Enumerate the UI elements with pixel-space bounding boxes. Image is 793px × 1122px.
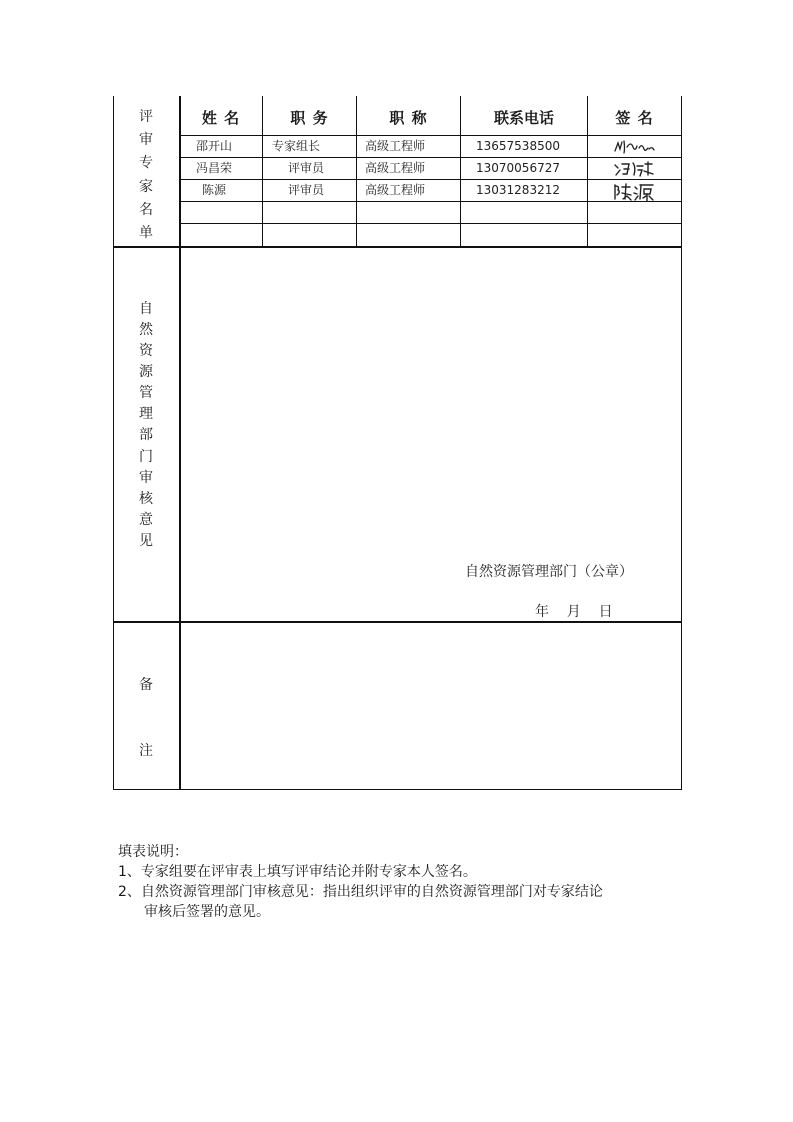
- experts-label-char: 专: [139, 155, 153, 172]
- date-label: 年 月 日: [535, 604, 613, 620]
- review-label-char: 源: [139, 364, 153, 381]
- signature-row3: [612, 181, 656, 203]
- row-divider-2: [179, 179, 682, 180]
- review-section-label: [113, 302, 179, 548]
- row2-title: 高级工程师: [365, 161, 426, 175]
- row-divider-1: [179, 157, 682, 158]
- row2-name: 冯昌荣: [196, 161, 233, 175]
- signature-row1: [612, 137, 656, 157]
- review-label-char: 部: [139, 427, 153, 444]
- instruction-item-2: 2、自然资源管理部门审核意见：指出组织评审的自然资源管理部门对专家结论: [118, 884, 603, 900]
- experts-label-char: 审: [139, 132, 153, 149]
- experts-section-label: [113, 110, 179, 240]
- review-label-char: 意: [139, 511, 153, 528]
- review-label-char: 理: [139, 406, 153, 423]
- experts-section-bottom-line: [113, 246, 682, 248]
- review-label-char: 审: [139, 469, 153, 486]
- instructions-heading: 填表说明：: [118, 844, 188, 860]
- review-label-char: 管: [139, 385, 153, 402]
- header-title: 职 称: [389, 108, 428, 127]
- row1-name: 邵开山: [196, 139, 233, 153]
- review-label-char: 然: [139, 322, 153, 339]
- remarks-section-label: [113, 678, 179, 758]
- review-label-char: 门: [139, 448, 153, 465]
- experts-label-char: 单: [139, 224, 153, 241]
- header-position: 职 务: [290, 108, 329, 127]
- row1-phone: 13657538500: [476, 139, 560, 153]
- row-divider-header: [179, 135, 682, 136]
- row1-title: 高级工程师: [365, 139, 426, 153]
- row3-phone: 13031283212: [476, 183, 560, 197]
- header-name: 姓 名: [201, 108, 241, 127]
- signature-row2: [612, 159, 656, 179]
- experts-label-char: 名: [139, 201, 153, 218]
- review-label-char: 资: [139, 343, 153, 360]
- stamp-label: 自然资源管理部门（公章）: [465, 564, 633, 580]
- remarks-label-bottom: 注: [139, 743, 153, 759]
- experts-label-char: 家: [139, 178, 153, 195]
- instruction-item-2-continued: 审核后签署的意见。: [144, 904, 270, 920]
- row2-position: 评审员: [288, 161, 325, 175]
- row-divider-3: [179, 201, 682, 202]
- form-instructions: [118, 842, 698, 922]
- row-divider-4: [179, 223, 682, 224]
- experts-label-char: 评: [139, 109, 153, 125]
- row1-position: 专家组长: [272, 139, 321, 153]
- row3-name: 陈源: [202, 183, 227, 197]
- review-label-char: 见: [139, 532, 153, 549]
- review-label-char: 核: [139, 490, 153, 507]
- row3-position: 评审员: [288, 183, 325, 197]
- row3-title: 高级工程师: [365, 183, 426, 197]
- review-section-bottom-line: [113, 621, 682, 623]
- header-phone: 联系电话: [493, 108, 554, 127]
- instruction-item-1: 1、专家组要在评审表上填写评审结论并附专家本人签名。: [118, 864, 477, 880]
- header-signature: 签 名: [615, 108, 654, 127]
- row2-phone: 13070056727: [476, 161, 560, 175]
- remarks-label-top: 备: [139, 677, 153, 693]
- review-label-char: 自: [139, 301, 153, 317]
